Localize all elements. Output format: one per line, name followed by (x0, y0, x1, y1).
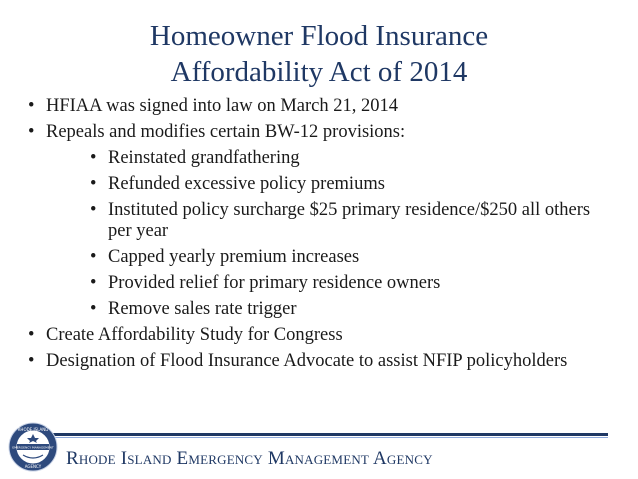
bullet-list (28, 96, 618, 377)
bullet-text: Designation of Flood Insurance Advocate to assist NFIP policyholders (46, 351, 568, 371)
bullet-icon: • (90, 200, 97, 220)
bullet-icon: • (28, 96, 35, 116)
bullet-icon: • (28, 351, 35, 371)
bullet-icon: • (90, 174, 97, 194)
bullet-text: Capped yearly premium increases (108, 247, 360, 267)
bullet-text: Reinstated grandfathering (108, 148, 300, 168)
seal-text-top: RHODE ISLAND (17, 427, 49, 432)
footer-agency-name: Rhode Island Emergency Management Agency (66, 448, 433, 469)
sub-bullet-item (90, 273, 618, 294)
bullet-text: Remove sales rate trigger (108, 299, 297, 319)
sub-bullet-item (90, 174, 618, 195)
bullet-icon: • (28, 325, 35, 345)
bullet-icon: • (90, 299, 97, 319)
seal-text-bottom: AGENCY (24, 464, 42, 469)
agency-seal-icon (8, 422, 58, 472)
title-line-2: Affordability Act of 2014 (170, 56, 468, 88)
bullet-item (28, 96, 618, 117)
bullet-text: Repeals and modifies certain BW-12 provisions: (46, 122, 406, 142)
sub-bullet-item (90, 148, 618, 169)
bullet-icon: • (28, 122, 35, 142)
bullet-text: Refunded excessive policy premiums (108, 174, 385, 194)
bullet-icon: • (90, 273, 97, 293)
sub-bullet-item (90, 247, 618, 268)
bullet-item (28, 351, 618, 372)
bullet-text: Provided relief for primary residence owners (108, 273, 441, 293)
bullet-text: HFIAA was signed into law on March 21, 2014 (46, 96, 398, 116)
slide-title (0, 18, 638, 90)
bullet-text: Create Affordability Study for Congress (46, 325, 343, 345)
bullet-item (28, 325, 618, 346)
title-line-1: Homeowner Flood Insurance (149, 20, 489, 52)
footer-rule-thin (52, 437, 608, 438)
sub-bullet-item (90, 200, 618, 242)
bullet-icon: • (90, 148, 97, 168)
footer-rule (52, 433, 608, 436)
bullet-icon: • (90, 247, 97, 267)
sub-bullet-item (90, 299, 618, 320)
bullet-item (28, 122, 618, 143)
seal-text-mid: EMERGENCY MANAGEMENT (12, 445, 54, 450)
bullet-text: Instituted policy surcharge $25 primary residence/$250 all others per year (108, 200, 591, 241)
